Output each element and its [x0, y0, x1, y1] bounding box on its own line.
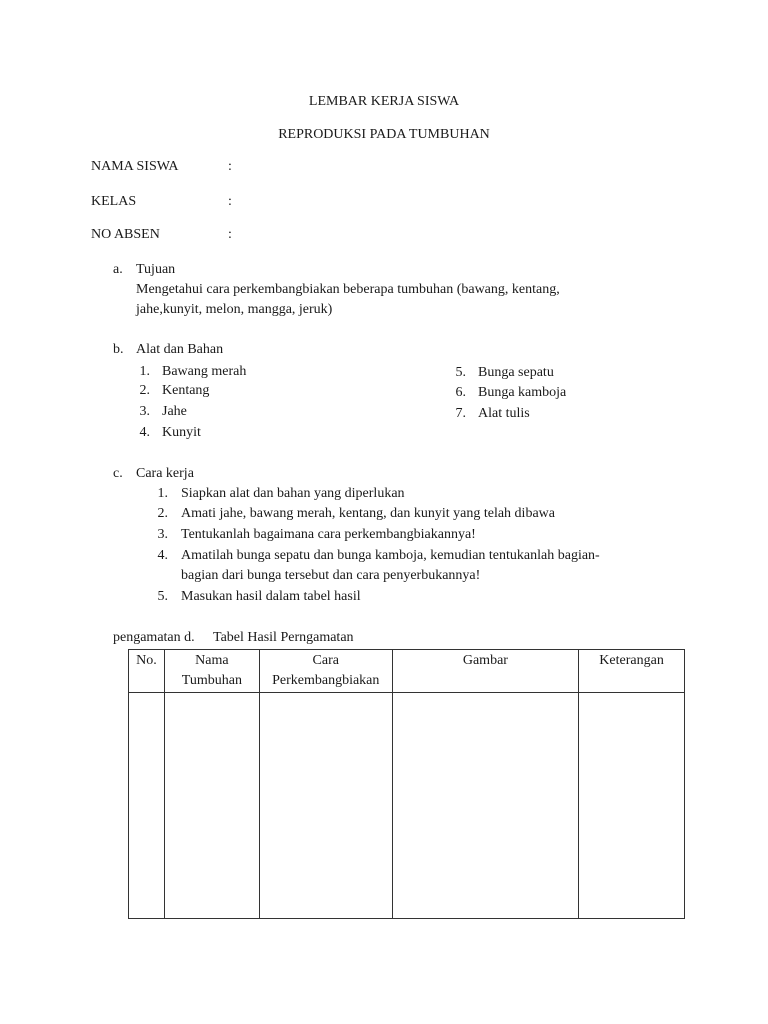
section-a-title: Tujuan	[136, 262, 176, 277]
worksheet-subtitle: REPRODUKSI PADA TUMBUHAN	[278, 127, 490, 142]
step-text: Amati jahe, bawang merah, kentang, dan kunyit yang telah dibawa	[181, 506, 555, 521]
step-number: 1.	[157, 486, 168, 501]
list-item: Bawang merah	[162, 364, 247, 379]
list-item-number: 3.	[139, 404, 150, 419]
section-a-letter: a.	[113, 262, 123, 277]
step-text: Amatilah bunga sepatu dan bunga kamboja, kemudian tentukanlah bagian-	[181, 548, 600, 563]
table-header-row	[129, 650, 685, 693]
step-text: Siapkan alat dan bahan yang diperlukan	[181, 486, 405, 501]
list-item: Kunyit	[162, 425, 201, 440]
table-cell-no[interactable]	[129, 693, 165, 919]
step-text: Tentukanlah bagaimana cara perkembangbiakannya!	[181, 527, 476, 542]
list-item: Bunga kamboja	[478, 385, 567, 400]
step-text: Masukan hasil dalam tabel hasil	[181, 589, 361, 604]
step-number: 2.	[157, 506, 168, 521]
list-item-number: 1.	[139, 364, 150, 379]
step-number: 3.	[157, 527, 168, 542]
field-label-no-absen: NO ABSEN	[91, 227, 160, 242]
step-number: 5.	[157, 589, 168, 604]
section-a-text-line-1: Mengetahui cara perkembangbiakan beberapa tumbuhan (bawang, kentang,	[136, 282, 560, 297]
table-row	[129, 693, 685, 919]
table-cell-gambar[interactable]	[392, 693, 578, 919]
section-c-letter: c.	[113, 466, 123, 481]
list-item-number: 5.	[455, 365, 466, 380]
table-header-gambar: Gambar	[392, 650, 578, 693]
section-b-title: Alat dan Bahan	[136, 342, 224, 357]
observation-table	[128, 649, 685, 919]
table-cell-nama-tumbuhan[interactable]	[164, 693, 259, 919]
list-item-number: 7.	[455, 406, 466, 421]
section-b-letter: b.	[113, 342, 124, 357]
field-label-nama-siswa: NAMA SISWA	[91, 159, 179, 174]
list-item-number: 4.	[139, 425, 150, 440]
table-cell-keterangan[interactable]	[579, 693, 685, 919]
list-item: Bunga sepatu	[478, 365, 554, 380]
table-cell-cara-perkembangbiakan[interactable]	[259, 693, 392, 919]
list-item: Kentang	[162, 383, 210, 398]
table-header-nama-tumbuhan: Nama Tumbuhan	[164, 650, 259, 693]
worksheet-title: LEMBAR KERJA SISWA	[308, 94, 460, 109]
list-item-number: 2.	[139, 383, 150, 398]
list-item-number: 6.	[455, 385, 466, 400]
step-number: 4.	[157, 548, 168, 563]
table-header-no: No.	[129, 650, 165, 693]
step-text-continuation: bagian dari bunga tersebut dan cara penyerbukannya!	[181, 568, 481, 583]
list-item: Alat tulis	[478, 406, 530, 421]
section-a-text-line-2: jahe,kunyit, melon, mangga, jeruk)	[136, 302, 333, 317]
section-d-prefix: pengamatan d.	[113, 630, 195, 645]
field-colon-nama-siswa: :	[228, 159, 232, 174]
field-colon-kelas: :	[228, 194, 232, 209]
table-header-keterangan: Keterangan	[579, 650, 685, 693]
list-item: Jahe	[162, 404, 187, 419]
table-header-cara-perkembangbiakan: Cara Perkembangbiakan	[259, 650, 392, 693]
field-label-kelas: KELAS	[91, 194, 137, 209]
section-d-title: Tabel Hasil Perngamatan	[213, 630, 354, 645]
field-colon-no-absen: :	[228, 227, 232, 242]
section-c-title: Cara kerja	[136, 466, 194, 481]
